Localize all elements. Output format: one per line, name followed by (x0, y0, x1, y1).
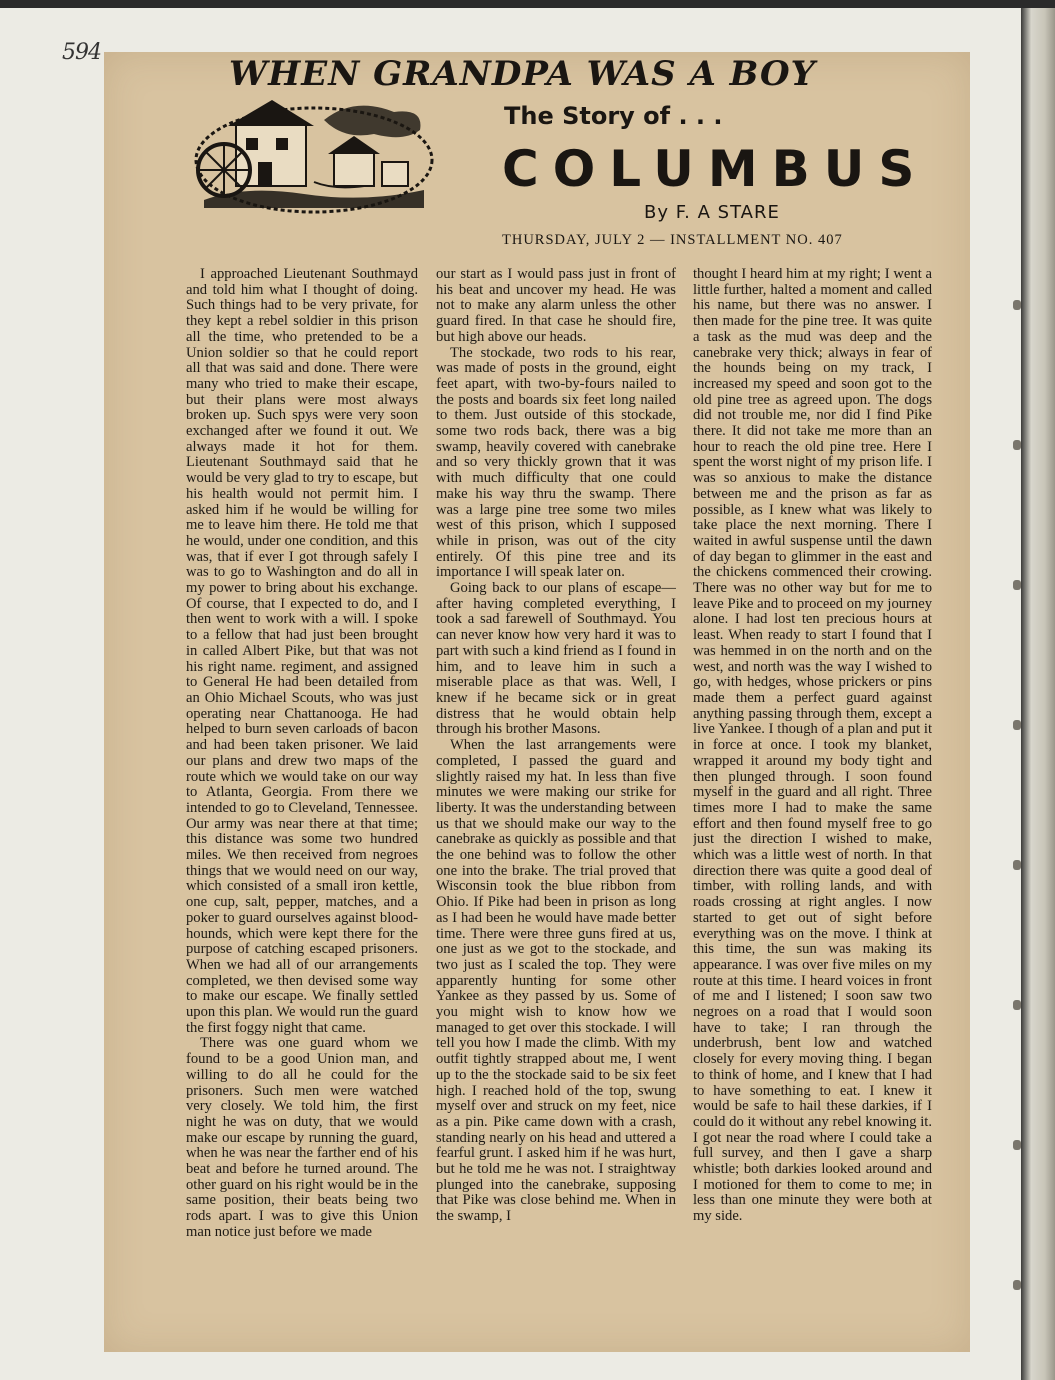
paragraph: our start as I would pass just in front of his beat and uncover my head. He was not to make any alarm unless the other guard fired. In that case he should fire, but high above our heads. (436, 267, 676, 345)
paragraph: I approached Lieutenant Southmayd and told him what I thought of doing. Such things had to be very private, for they kept a rebel soldier in this prison all the time, who pretended to be a Union soldier so that he could report all that was said and done. There were many who tried to make their escape, but their plans were most always broken up. Such spys were very soon exchanged after we found it out. We always made it hot for them. Lieutenant Southmayd said that he would be very glad to try to escape, but his health would not permit him. I asked him if he would be willing for me to leave him there. He told me that he would, under one condition, and this was, that if ever I got through safely I was to go to Washington and do all in my power to bring about his exchange. Of course, that I expected to do, and I then went to work with a will. I spoke to a fellow that had just been brought in called Albert Pike, but that was not his right name. regiment, and assigned to General He had been detailed from an Ohio Michael Scouts, who was just operating near Chattanooga. He had helped to burn seven carloads of bacon and had been taken prisoner. We laid our plans and drew two maps of the route which we would take on our way to Atlanta, Georgia. From there we intended to go to Cleveland, Tennessee. Our army was near there at that time; this distance was some two hundred miles. We then received from negroes things that we would need on our way, which consisted of a small iron kettle, one cup, salt, pepper, matches, and a poker to guard ourselves against blood-hounds, which were kept there for the purpose of catching escaped prisoners. When we had all of our arrangements completed, we then devised some way to make our escape. We finally settled upon this plan. We would run the guard the first foggy night that came. (186, 267, 418, 1036)
story-kicker: The Story of . . . (504, 102, 723, 130)
column-masthead: WHEN GRANDPA WAS A BOY (229, 54, 816, 94)
binding-ring (1013, 720, 1021, 730)
paragraph: There was one guard whom we found to be a good Union man, and willing to do all he could for the prisoners. Such men were watched very closely. We told him, the first night he was on duty, that we would make our escape by running the guard, when he was near the farther end of his beat and before he turned around. The other guard on his right would be in the same position, their beats being two rods apart. I was to give this Union man notice just before we made (186, 1035, 418, 1240)
byline: By F. A STARE (644, 202, 780, 223)
paragraph: The stockade, two rods to his rear, was made of posts in the ground, eight feet apart, with two-by-fours nailed to the posts and boards six feet long nailed to them. Just outside of this stockade, some two rods back, there was a big swamp, heavily covered with canebrake and so very thickly grown that it was with much difficulty that one could make his way thru the swamp. There was a large pine tree some two miles west of this prison, which I supposed while in prison, was out of the city entirely. Of this pine tree and its importance I will speak later on. (436, 344, 676, 581)
page-binding-edge (1021, 8, 1055, 1380)
handwritten-page-number: 594 (62, 40, 101, 65)
paragraph: Going back to our plans of escape—after having completed everything, I took a sad farewell of Southmayd. You can never know how very hard it was to part with such a kind friend as I found in him, and to leave him in such a miserable place as that was. Well, I knew if he became sick or in great distress that he would obtain help through his brother Masons. (436, 580, 676, 738)
article-column-3 (693, 267, 932, 1347)
binding-ring (1013, 1140, 1021, 1150)
binding-ring (1013, 1000, 1021, 1010)
paragraph: thought I heard him at my right; I went a little further, halted a moment and called his name, but there was no answer. I then made for the pine tree. It was quite a task as the mud was deep and the canebrake very thick; always in fear of the hounds being on my track, I increased my speed and soon got to the old pine tree as agreed upon. The dogs did not trouble me, nor did I find Pike there. It did not take me more than an hour to reach the old pine tree. Here I spent the worst night of my prison life. I was so anxious to make the distance between me and the prison as far as possible, as I knew what was likely to take place the next morning. There I waited in awful suspense until the dawn of day began to glimmer in the east and the chickens commenced their crowing. There was no other way but for me to leave Pike and to proceed on my journey alone. I had lost ten precious hours at least. When ready to start I found that I was hemmed in on the north and on the west, and north was the way I wished to go, with hedges, whose prickers or pins made them a perfect guard against anything passing through them, except a live Yankee. I though of a plan and put it in force at once. I took my blanket, wrapped it around my body tight and then plunged through. I soon found myself in the guard and all right. Three times more I had to make the same effort and then found myself free to go just the direction I wished to make, which was a little west of north. In that direction there was quite a good deal of timber, with rolling lands, and with roads crossing at right angles. I now started to get out of sight before everything was on the move. I think at this time, the sun was making its appearance. I was over five miles on my route at this time. I heard voices in front of me and I listened; I soon saw two negroes on a road that I would soon have to take; I ran through the underbrush, bent low and watched closely for every moving thing. I began to think of home, and I knew that I had to have something to eat. I knew it would be safe to hail these darkies, if I could do it without any rebel knowing it. I got near the road where I could take a full survey, and then I gave a sharp whistle; both darkies looked around and I motioned for them to come to me; in less than one minute they were both at my side. (693, 267, 932, 1225)
article-column-1 (186, 267, 418, 1347)
article-column-2 (436, 267, 676, 1347)
dateline: THURSDAY, JULY 2 — INSTALLMENT NO. 407 (502, 232, 843, 248)
binding-ring (1013, 860, 1021, 870)
paragraph: When the last arrangements were completed, I passed the guard and slightly raised my hat. In less than five minutes we were making our strike for liberty. It was the understanding between us that we should make our way to the canebrake as quickly as possible and that the one behind was to follow the other one into the brake. The trial proved that Wisconsin took the blue ribbon from Ohio. If Pike had been in prison as long as I had been he would have made better time. There were three guns fired at us, one just as we got to the stockade, and two just as I scaled the top. They were apparently hunting for some other Yankee as they passed by us. Some of you might wish to know how we managed to get over this stockade. I will tell you how I made the climb. With my outfit tightly strapped about me, I went up to the the stockade said to be six feet high. I reached hold of the top, swung myself over and struck on my feet, nice as a pin. Pike came down with a crash, standing nearly on his head and uttered a fearful grunt. I asked him if he was hurt, but he told me he was not. I straightway plunged into the canebrake, supposing that Pike was close behind me. When in the swamp, I (436, 737, 676, 1225)
mill-illustration (184, 90, 436, 218)
binding-ring (1013, 1280, 1021, 1290)
story-title: COLUMBUS (502, 140, 929, 198)
binding-ring (1013, 580, 1021, 590)
binding-ring (1013, 300, 1021, 310)
newspaper-clipping (104, 52, 970, 1352)
binding-ring (1013, 440, 1021, 450)
